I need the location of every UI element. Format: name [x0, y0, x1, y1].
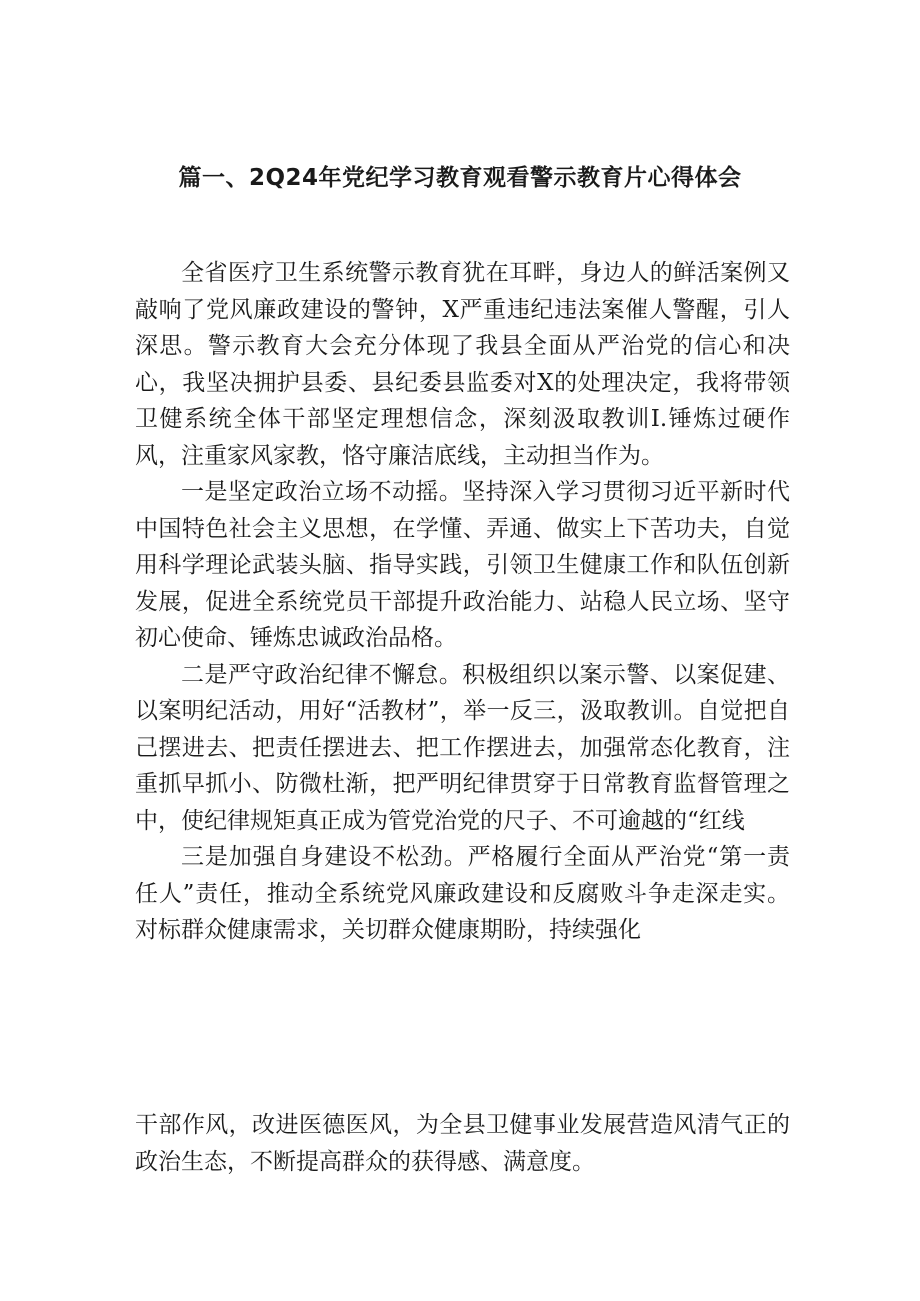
paragraph-point-two: 二是严守政治纪律不懈怠。积极组织以案示警、以案促建、以案明纪活动，用好“活教材”，举一反三，汲取教训。自觉把自己摆进去、把责任摆进去、把工作摆进去，加强常态化教育，注重抓早抓小、防微杜渐，把严明纪律贯穿于日常教育监督管理之中，使纪律规矩真正成为管党治党的尺子、不可逾越的“红线	[135, 661, 790, 834]
document-body-continuation	[135, 1107, 790, 1180]
paragraph-point-one: 一是坚定政治立场不动摇。坚持深入学习贯彻习近平新时代中国特色社会主义思想，在学懂、弄通、做实上下苦功夫，自觉用科学理论武装头脑、指导实践，引领卫生健康工作和队伍创新发展，促进全系统党员干部提升政治能力、站稳人民立场、坚守初心使命、锤炼忠诚政治品格。	[135, 479, 790, 651]
paragraph-continuation: 干部作风，改进医德医风，为全县卫健事业发展营造风清气正的政治生态，不断提高群众的获得感、满意度。	[135, 1112, 790, 1175]
paragraph-intro: 全省医疗卫生系统警示教育犹在耳畔，身边人的鲜活案例又敲响了党风廉政建设的警钟，X严重违纪违法案催人警醒，引人深思。警示教育大会充分体现了我县全面从严治党的信心和决心，我坚决拥护县委、县纪委县监委对X的处理决定，我将带领卫健系统全体干部坚定理想信念，深刻汲取教训I.锤炼过硬作风，注重家风家教，恪守廉洁底线，主动担当作为。	[135, 260, 790, 469]
paragraph-point-three: 三是加强自身建设不松劲。严格履行全面从严治党“第一责任人”责任，推动全系统党风廉政建设和反腐败斗争走深走实。对标群众健康需求，关切群众健康期盼，持续强化	[135, 844, 790, 943]
document-body	[135, 255, 790, 949]
document-title: 篇一、2Q24年党纪学习教育观看警示教育片心得体会	[178, 165, 742, 191]
